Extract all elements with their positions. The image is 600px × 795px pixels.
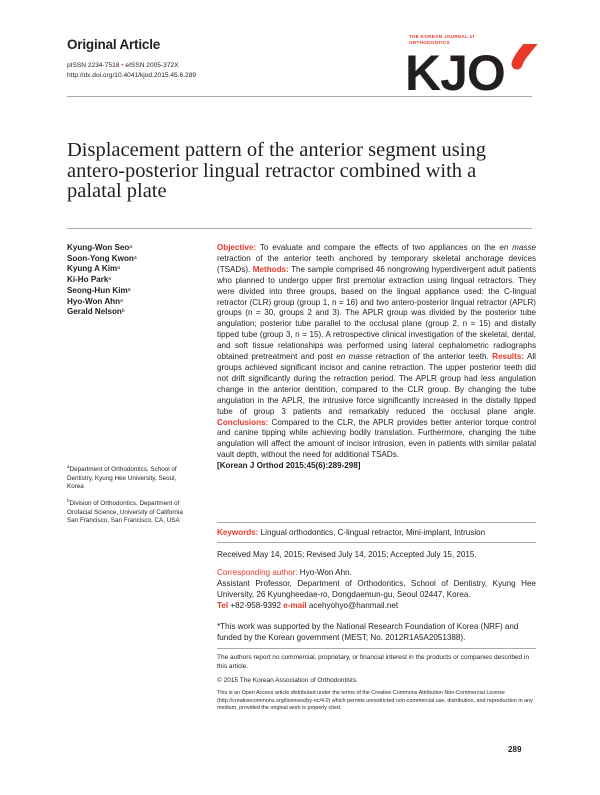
conclusions-heading: Conclusions: (217, 417, 269, 427)
objective-heading: Objective: (217, 243, 257, 252)
methods-heading: Methods: (252, 264, 289, 274)
corresponding-label: Corresponding author: (217, 568, 298, 577)
author-list (67, 243, 137, 318)
email-link[interactable]: acehyohyo@hanmail.net (306, 600, 399, 610)
received-dates: Received May 14, 2015; Revised July 14, 2015; Accepted July 15, 2015. (217, 550, 477, 559)
title-divider (67, 228, 532, 229)
journal-name: THE KOREAN JOURNAL of ORTHODONTICS (409, 34, 475, 45)
footer-divider (217, 648, 536, 649)
logo-swoosh-icon (517, 44, 543, 64)
author: Ki-Ho Park$^a$ (67, 275, 112, 285)
received-divider (217, 542, 536, 543)
open-access-statement: This is an Open Access article distributed under the terms of the Creative Commons Attribution Non-Commercial License (http://creativecommons.org/licenses/by-nc/4.0) which permits unrestricted non-commercial use, distribution, and reproduction in any medium, provided the original work is properly cited. (217, 690, 533, 712)
abstract: Objective: To evaluate and compare the effects of two appliances on the en masse retraction of the anterior teeth anchored by temporary skeletal anchorage devices (TSADs). Methods: The sample comprised 46 nongrowing hyperdivergent adult patients who planned to undergo upper first premolar extraction using lingual retractors. They were divided into three groups, based on the lingual appliance used: the C-lingual retractor (CLR) group (group 1, n = 16) and two antero-posterior lingual retractor (APLR) groups (n = 30, groups 2 and 3). The APLR group was divided by the posterior tube angulation; posterior tube parallel to the occlusal plane (group 2, n = 15) and distally tipped tube (group 3, n = 15). A retrospective clinical investigation of the skeletal, dental, and soft tissue relationships was performed using lateral cephalometric radiographs obtained pretreatment and post en masse retraction of the anterior teeth. Results: All groups achieved significant incisor and canine retraction. The upper posterior teeth did not drift significantly during the retraction period. The APLR group had less angulation change in the anterior dentition, compared to the CLR group. By changing the tube angulation in the APLR, the intrusive force significantly increased in the distally tipped tube of group 3 patients and remarkably reduced the occlusal plane angle. Conclusions: Compared to the CLR, the APLR provides better anterior torque control and canine tipping while achieving bodily translation. Furthermore, changing the tube angulation will affect the amount of incisor intrusion, even in patients with similar palatal vault depth, without the need for additional TSADs. [Korean J Orthod 2015;45(6):289-298] (217, 243, 536, 471)
doi-link[interactable]: http://dx.doi.org/10.4041/kjod.2015.45.6.289 (67, 72, 197, 79)
author: Kyung A Kim$^a$ (67, 264, 120, 274)
conflict-of-interest: The authors report no commercial, proprietary, or financial interest in the products or companies described in this article. (217, 654, 530, 670)
kjo-logo (405, 44, 545, 96)
author: Kyung-Won Seo$^a$ (67, 243, 133, 252)
article-type-label: Original Article (67, 37, 161, 52)
results-heading: Results: (492, 352, 525, 362)
copyright: © 2015 The Korean Association of Orthodontists. (217, 677, 358, 684)
author: Hyo-Won Ahn$^a$ (67, 296, 123, 306)
keywords-divider (217, 522, 536, 523)
page-number: 289 (508, 745, 522, 754)
citation: [Korean J Orthod 2015;45(6):289-298] (217, 461, 361, 471)
affiliation-b: $^b$Division of Orthodontics, Department of Orofacial Science, University of California San Francisco, San Francisco, CA, USA (67, 498, 183, 525)
affiliation-a: $^a$Department of Orthodontics, School of Dentistry, Kyung Hee University, Seoul, Korea (67, 464, 177, 491)
pissn: pISSN 2234-7518 (67, 62, 120, 69)
eissn: eISSN 2005-372X (125, 62, 179, 69)
header-divider (67, 96, 532, 97)
keywords: Keywords: Lingual orthodontics, C-lingual retractor, Mini-implant, Intrusion (217, 528, 486, 537)
article-title: Displacement pattern of the anterior segment using antero-posterior lingual retractor combined with a palatal plate (67, 139, 486, 202)
author: Gerald Nelson$^b$ (67, 307, 125, 317)
article-identifiers: pISSN 2234-7518 • eISSN 2005-372X http://dx.doi.org/10.4041/kjod.2015.45.6.289 (67, 62, 197, 79)
author: Soon-Yong Kwon$^a$ (67, 253, 137, 263)
funding-note: *This work was supported by the National Research Foundation of Korea (NRF) and funded by the Korean government (MEST; No. 2012R1A5A2051388). (217, 622, 519, 642)
logo-text: KJO (405, 45, 505, 96)
correspondence: Corresponding author: Hyo-Won Ahn. Assistant Professor, Department of Orthodontics, School of Dentistry, Kyung Hee University, 26 Kyungheedae-ro, Dongdaemun-gu, Seoul 02447, Korea. Tel +82-958-9392 e-mail acehyohyo@hanmail.net (217, 568, 536, 610)
author: Seong-Hun Kim$^a$ (67, 285, 131, 295)
keywords-heading: Keywords: (217, 528, 259, 537)
